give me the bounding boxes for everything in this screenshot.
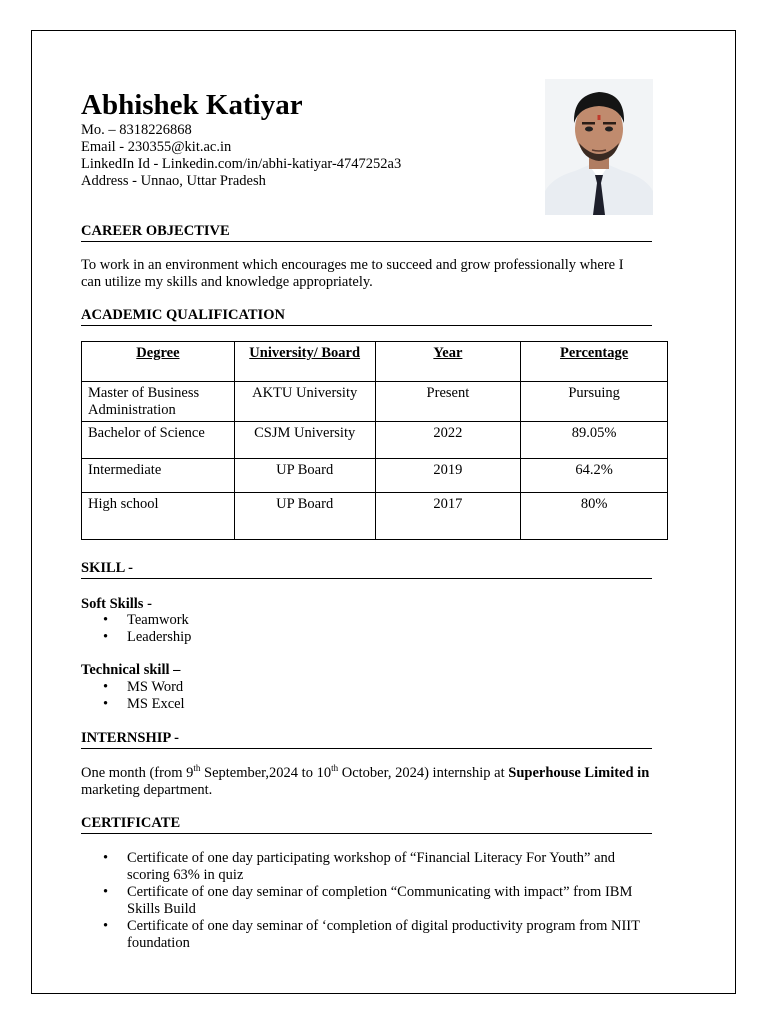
table-cell: CSJM University (234, 422, 375, 459)
address: Address - Unnao, Uttar Pradesh (81, 173, 266, 189)
internship-text-part: marketing department. (81, 782, 213, 798)
internship-text-part: One month (from 9 (81, 765, 194, 781)
table-cell: 2022 (375, 422, 521, 459)
table-row (82, 382, 668, 422)
table-row (82, 422, 668, 459)
table-cell: 2019 (375, 459, 521, 493)
career-objective-text: To work in an environment which encourages me to succeed and grow professionally where I can utilize my skills and knowledge appropriately. (81, 257, 624, 290)
certificate-list (81, 850, 661, 952)
profile-photo (545, 79, 653, 215)
list-item: • Certificate of one day seminar of completion “Communicating with impact” from IBM Skills Build (81, 884, 661, 918)
table-cell: Present (375, 382, 521, 422)
career-objective-heading: CAREER OBJECTIVE (81, 223, 652, 242)
candidate-name: Abhishek Katiyar (81, 89, 303, 121)
column-header: University/ Board (234, 342, 375, 382)
table-row (82, 459, 668, 493)
column-header: Year (375, 342, 521, 382)
table-cell: 64.2% (521, 459, 668, 493)
list-item: • Certificate of one day participating workshop of “Financial Literacy For Youth” and scoring 63% in quiz (81, 850, 661, 884)
table-cell: High school (82, 493, 235, 540)
table-cell: UP Board (234, 493, 375, 540)
table-cell: Pursuing (521, 382, 668, 422)
list-item: • Teamwork (81, 612, 191, 629)
table-cell: Intermediate (82, 459, 235, 493)
mobile-number: Mo. – 8318226868 (81, 122, 192, 138)
list-item: • Leadership (81, 629, 191, 646)
technical-skill-title: Technical skill – (81, 662, 181, 678)
table-cell: Bachelor of Science (82, 422, 235, 459)
table-cell: 80% (521, 493, 668, 540)
table-cell: 2017 (375, 493, 521, 540)
certificate-heading: CERTIFICATE (81, 815, 652, 834)
soft-skills-title: Soft Skills - (81, 596, 152, 612)
contact-block (81, 122, 401, 190)
internship-text-part: September,2024 to 10 (200, 765, 332, 781)
company-name: Superhouse Limited in (508, 765, 650, 781)
table-cell: UP Board (234, 459, 375, 493)
table-cell: AKTU University (234, 382, 375, 422)
technical-skills-list (81, 679, 185, 713)
academic-table (81, 341, 668, 540)
internship-text (81, 765, 651, 799)
linkedin: LinkedIn Id - Linkedin.com/in/abhi-katiyar-4747252a3 (81, 156, 402, 172)
email: Email - 230355@kit.ac.in (81, 139, 232, 155)
ordinal-suffix: th (331, 763, 339, 774)
table-cell: 89.05% (521, 422, 668, 459)
table-cell: Master of Business Administration (82, 382, 235, 422)
table-header-row (82, 342, 668, 382)
internship-text-part: October, 2024) internship at (338, 765, 509, 781)
list-item: • MS Excel (81, 696, 185, 713)
skill-heading: SKILL - (81, 560, 652, 579)
academic-heading: ACADEMIC QUALIFICATION (81, 307, 652, 326)
soft-skills-list (81, 612, 191, 646)
list-item: • Certificate of one day seminar of ‘completion of digital productivity program from NIIT foundation (81, 918, 661, 952)
column-header: Degree (82, 342, 235, 382)
column-header: Percentage (521, 342, 668, 382)
ordinal-suffix: th (193, 763, 201, 774)
profile-photo-image (545, 79, 653, 215)
list-item: • MS Word (81, 679, 185, 696)
table-row (82, 493, 668, 540)
internship-heading: INTERNSHIP - (81, 730, 652, 749)
